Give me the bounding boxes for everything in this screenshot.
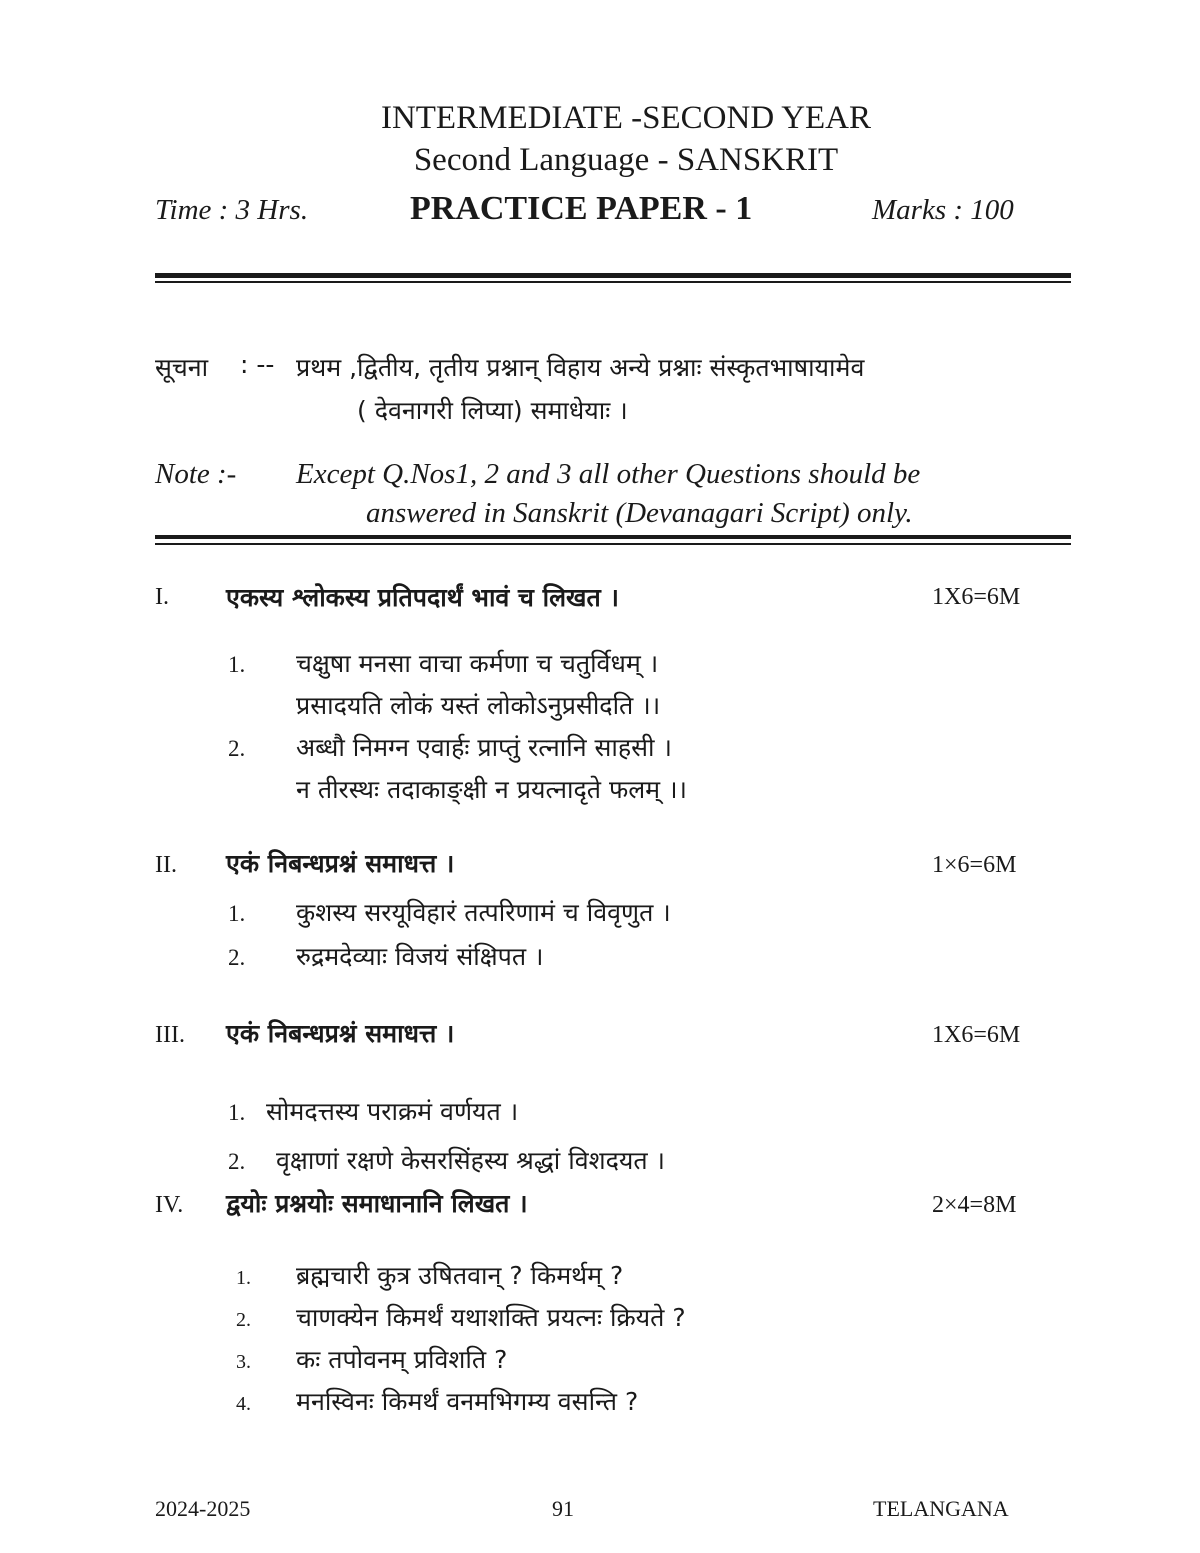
divider-thin-2: [155, 543, 1071, 545]
section-number: I.: [155, 584, 169, 610]
divider-thick-2: [155, 535, 1071, 539]
section-title: एकं निबन्धप्रश्नं समाधत्त ।: [226, 1019, 455, 1048]
marks-label: Marks : 100: [872, 194, 1014, 226]
question-number: 1.: [228, 901, 246, 926]
suchana-separator: : --: [240, 350, 275, 379]
question-number: 2.: [228, 945, 246, 970]
question-text: कुशस्य सरयूविहारं तत्परिणामं च विवृणुत ।: [296, 898, 671, 927]
question-number: 1.: [228, 1100, 246, 1125]
footer-state: TELANGANA: [873, 1496, 1009, 1521]
question-text: चाणक्येन किमर्थं यथाशक्ति प्रयत्नः क्रियते ?: [296, 1303, 686, 1332]
section-marks: 1X6=6M: [932, 1022, 1021, 1048]
page-number: 91: [552, 1496, 574, 1521]
question-number: 3.: [236, 1351, 251, 1373]
suchana-text-line1: प्रथम ,द्वितीय, तृतीय प्रश्नान् विहाय अन्ये प्रश्नाः संस्कृतभाषायामेव: [296, 353, 865, 382]
section-marks: 2×4=8M: [932, 1192, 1017, 1218]
section-title: एकस्य श्लोकस्य प्रतिपदार्थं भावं च लिखत ।: [226, 583, 619, 612]
section-number: II.: [155, 852, 177, 878]
verse-line: प्रसादयति लोकं यस्तं लोकोऽनुप्रसीदति ।।: [296, 691, 661, 720]
divider-thin: [155, 281, 1071, 283]
note-text-line1: Except Q.Nos1, 2 and 3 all other Questions should be: [296, 458, 921, 490]
suchana-text-line2: ( देवनागरी लिप्या) समाधेयाः ।: [357, 396, 628, 425]
note-label: Note :-: [155, 458, 237, 490]
paper-title: PRACTICE PAPER - 1: [410, 190, 753, 227]
suchana-label: सूचना: [155, 353, 209, 382]
question-number: 1.: [228, 652, 246, 677]
question-number: 1.: [236, 1267, 251, 1289]
question-text: सोमदत्तस्य पराक्रमं वर्णयत ।: [266, 1097, 519, 1126]
exam-subtitle: Second Language - SANSKRIT: [413, 142, 839, 178]
section-marks: 1X6=6M: [932, 584, 1021, 610]
note-text-line2: answered in Sanskrit (Devanagari Script) only.: [366, 497, 913, 529]
question-text: रुद्रमदेव्याः विजयं संक्षिपत ।: [296, 942, 544, 971]
section-marks: 1×6=6M: [932, 852, 1017, 878]
footer-year: 2024-2025: [155, 1496, 251, 1521]
question-number: 2.: [228, 736, 246, 761]
question-number: 2.: [236, 1309, 251, 1331]
verse-line: चक्षुषा मनसा वाचा कर्मणा च चतुर्विधम् ।: [296, 649, 659, 678]
divider-thick: [155, 273, 1071, 278]
question-number: 2.: [228, 1149, 246, 1174]
section-title: एकं निबन्धप्रश्नं समाधत्त ।: [226, 849, 455, 878]
exam-title: INTERMEDIATE -SECOND YEAR: [380, 100, 872, 136]
question-text: ब्रह्मचारी कुत्र उषितवान् ? किमर्थम् ?: [296, 1261, 624, 1290]
question-text: मनस्विनः किमर्थं वनमभिगम्य वसन्ति ?: [296, 1387, 639, 1416]
time-label: Time : 3 Hrs.: [155, 194, 309, 226]
question-number: 4.: [236, 1393, 251, 1415]
section-number: IV.: [155, 1192, 184, 1218]
question-text: वृक्षाणां रक्षणे केसरसिंहस्य श्रद्धां विशदयत ।: [276, 1146, 666, 1175]
verse-line: अब्धौ निमग्न एवार्हः प्राप्तुं रत्नानि साहसी ।: [296, 733, 672, 762]
section-title: द्वयोः प्रश्नयोः समाधानानि लिखत ।: [226, 1189, 528, 1218]
section-number: III.: [155, 1022, 185, 1048]
question-text: कः तपोवनम् प्रविशति ?: [296, 1345, 508, 1374]
verse-line: न तीरस्थः तदाकाङ्क्षी न प्रयत्नादृते फलम् ।।: [296, 775, 688, 804]
